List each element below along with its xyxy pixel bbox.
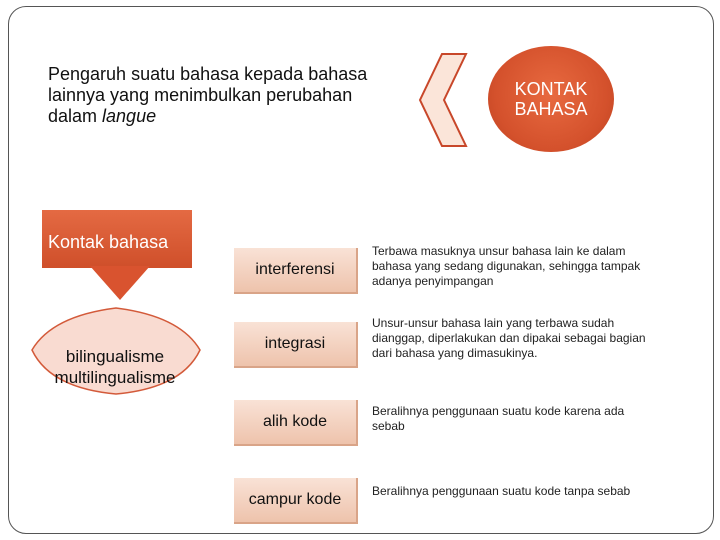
bilingual-text (30, 346, 200, 388)
term-description-campur-kode: Beralihnya penggunaan suatu kode tanpa sebab (372, 484, 631, 498)
definition-line-3 (48, 106, 428, 127)
chevron-left-icon (418, 52, 474, 148)
definition-text (48, 64, 428, 127)
kontak-bahasa-box: Kontak bahasa (42, 210, 192, 268)
definition-term-langue: langue (102, 106, 157, 126)
kontak-bahasa-circle (488, 46, 614, 152)
term-description-integrasi: Unsur-unsur bahasa lain yang terbawa sudah dianggap, diperlakukan dan dipakai sebagai bagian dari bahasa yang dimasukinya. (372, 316, 646, 360)
term-box-integrasi: integrasi (234, 322, 358, 368)
bilingual-line-1: bilingualisme (65, 347, 165, 366)
term-box-interferensi: interferensi (234, 248, 358, 294)
term-box-campur-kode: campur kode (234, 478, 358, 524)
term-box-alih-kode: alih kode (234, 400, 358, 446)
circle-line-2: BAHASA (514, 99, 588, 119)
definition-line-1: Pengaruh suatu bahasa kepada bahasa (48, 64, 368, 84)
definition-line-3-prefix: dalam (48, 106, 103, 126)
arrow-down-icon (90, 266, 150, 302)
term-description-alih-kode: Beralihnya penggunaan suatu kode karena ada sebab (372, 404, 625, 433)
definition-line-2: lainnya yang menimbulkan perubahan (48, 85, 353, 105)
bilingual-line-2: multilingualisme (54, 368, 176, 387)
term-description-interferensi: Terbawa masuknya unsur bahasa lain ke dalam bahasa yang sedang digunakan, sehingga tampak adanya penyimpangan (372, 244, 641, 288)
circle-line-1: KONTAK (514, 79, 588, 99)
